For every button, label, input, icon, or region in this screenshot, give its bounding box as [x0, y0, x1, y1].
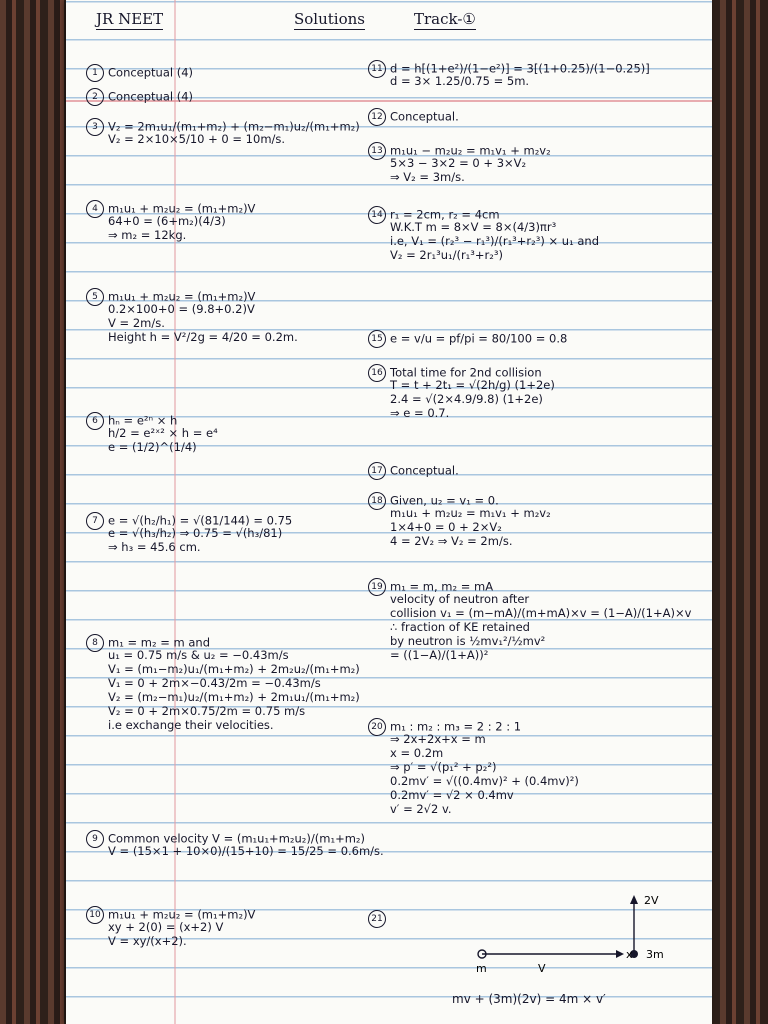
question-number-badge: 18: [368, 492, 386, 510]
solution-block-8: [86, 634, 360, 732]
solution-line: [368, 774, 579, 788]
solution-line: [86, 676, 360, 690]
solution-line: [368, 620, 691, 634]
solution-line: [368, 592, 691, 606]
solution-text: d = h[(1+e²)/(1−e²)] = 3[(1+0.25)/(1−0.25)]: [390, 61, 650, 76]
solution-text: i.e, V₁ = (r₂³ − r₁³)/(r₁³+r₂³) × u₁ and: [390, 234, 599, 248]
solution-text: Total time for 2nd collision: [390, 365, 542, 380]
solution-block-15: [368, 330, 567, 344]
solution-line: [368, 648, 691, 662]
solution-line: [368, 462, 459, 476]
solution-line: [368, 74, 650, 88]
solution-text: ⇒ V₂ = 3m/s.: [390, 170, 465, 184]
solution-line: [86, 648, 360, 662]
solution-text: Conceptual.: [390, 109, 459, 124]
solution-line: [368, 578, 691, 592]
question-number-badge: 3: [86, 118, 104, 136]
solution-line: [368, 156, 551, 170]
solution-line: [368, 60, 650, 74]
solution-text: V₂ = 0 + 2m×0.75/2m = 0.75 m/s: [108, 704, 306, 718]
header-center: Solutions: [294, 10, 365, 28]
solution-line: [86, 906, 255, 920]
solution-line: [368, 718, 579, 732]
solution-line: [368, 170, 551, 184]
solution-text: V₂ = 2m₁u₁/(m₁+m₂) + (m₂−m₁)u₂/(m₁+m₂): [108, 119, 360, 134]
solution-text: V = 2m/s.: [108, 316, 165, 330]
solution-line: [368, 760, 579, 774]
solution-text: e = (1/2)^(1/4): [108, 440, 197, 454]
solution-text: m₁u₁ + m₂u₂ = m₁v₁ + m₂v₂: [390, 506, 551, 520]
solution-line: [368, 248, 599, 262]
solution-line: [368, 802, 579, 816]
solution-text: V₂ = 2r₁³u₁/(r₁³+r₂³): [390, 248, 503, 262]
notebook-page: [66, 0, 712, 1024]
solution-line: [86, 88, 193, 102]
solution-block-21: [368, 910, 390, 924]
solution-block-13: [368, 142, 551, 184]
header-left: JR NEET: [96, 10, 164, 28]
solution-line: [86, 662, 360, 676]
solution-line: [86, 228, 255, 242]
solution-line: [368, 492, 551, 506]
question-number-badge: 20: [368, 718, 386, 736]
solution-text: d = 3× 1.25/0.75 = 5m.: [390, 74, 530, 88]
solution-block-20: [368, 718, 579, 816]
solution-line: [86, 64, 193, 78]
solution-line: [86, 934, 255, 948]
solution-text: 0.2×100+0 = (9.8+0.2)V: [108, 302, 255, 316]
solution-text: 64+0 = (6+m₂)(4/3): [108, 214, 226, 228]
solution-block-18: [368, 492, 551, 548]
solution-text: V₁ = 0 + 2m×−0.43/2m = −0.43m/s: [108, 676, 321, 690]
solution-block-7: [86, 512, 292, 554]
solution-text: m₁ = m, m₂ = mA: [390, 579, 494, 594]
solution-text: ∴ fraction of KE retained: [390, 620, 530, 634]
solution-text: m₁ = m₂ = m and: [108, 635, 211, 650]
solution-text: u₁ = 0.75 m/s & u₂ = −0.43m/s: [108, 648, 289, 662]
solution-line: [368, 520, 551, 534]
solution-line: [86, 512, 292, 526]
header-right: Track-①: [414, 10, 476, 28]
solution-text: velocity of neutron after: [390, 592, 530, 606]
solution-line: [86, 118, 360, 132]
solution-line: [368, 788, 579, 802]
solution-text: Common velocity V = (m₁u₁+m₂u₂)/(m₁+m₂): [108, 831, 366, 846]
solution-line: [368, 392, 555, 406]
solution-text: ⇒ h₃ = 45.6 cm.: [108, 540, 201, 554]
solution-text: m₁ : m₂ : m₃ = 2 : 2 : 1: [390, 719, 522, 734]
solution-line: [368, 206, 599, 220]
solution-line: [86, 704, 360, 718]
solution-line: [86, 634, 360, 648]
solution-line: [86, 718, 360, 732]
solution-text: Conceptual (4): [108, 65, 194, 80]
solution-line: [86, 200, 255, 214]
solution-line: [86, 690, 360, 704]
question-number-badge: 13: [368, 142, 386, 160]
label-x: x: [626, 948, 633, 961]
question-number-badge: 19: [368, 578, 386, 596]
question-number-badge: 17: [368, 462, 386, 480]
label-v: V: [538, 962, 546, 975]
solution-line: [86, 526, 292, 540]
solution-text: 0.2mv′ = √((0.4mv)² + (0.4mv)²): [390, 774, 579, 788]
solution-text: ⇒ p′ = √(p₁² + p₂²): [390, 760, 497, 774]
question-number-badge: 4: [86, 200, 104, 218]
solution-line: [86, 316, 298, 330]
question-number-badge: 14: [368, 206, 386, 224]
solution-block-10: [86, 906, 255, 948]
question-number-badge: 21: [368, 910, 386, 928]
solution-text: 4 = 2V₂ ⇒ V₂ = 2m/s.: [390, 534, 513, 548]
solution-line: [86, 214, 255, 228]
solution-line: [368, 330, 567, 344]
solution-text: v′ = 2√2 v.: [390, 802, 452, 816]
solution-line: [86, 844, 384, 858]
solution-text: h/2 = e²ˣ² × h = e⁴: [108, 426, 218, 440]
solution-text: m₁u₁ − m₂u₂ = m₁v₁ + m₂v₂: [390, 143, 551, 158]
solution-text: i.e exchange their velocities.: [108, 718, 274, 732]
solution-line: [86, 302, 298, 316]
collision-diagram: [466, 890, 696, 980]
y-arrow-head: [630, 895, 638, 904]
solution-text: xy + 2(0) = (x+2) V: [108, 920, 224, 934]
question-number-badge: 5: [86, 288, 104, 306]
solution-line: [86, 920, 255, 934]
solution-line: [368, 732, 579, 746]
solution-text: 0.2mv′ = √2 × 0.4mv: [390, 788, 514, 802]
solution-text: ⇒ e = 0.7.: [390, 406, 450, 420]
solution-text: V = xy/(x+2).: [108, 934, 187, 948]
solution-text: V = (15×1 + 10×0)/(15+10) = 15/25 = 0.6m/s.: [108, 844, 384, 858]
question-number-badge: 8: [86, 634, 104, 652]
solution-text: r₁ = 2cm, r₂ = 4cm: [390, 207, 500, 222]
solution-block-5: [86, 288, 298, 344]
question-number-badge: 9: [86, 830, 104, 848]
solution-block-17: [368, 462, 459, 476]
solution-text: m₁u₁ + m₂u₂ = (m₁+m₂)V: [108, 289, 256, 304]
solution-text: V₁ = (m₁−m₂)u₁/(m₁+m₂) + 2m₂u₂/(m₁+m₂): [108, 662, 360, 676]
question-number-badge: 1: [86, 64, 104, 82]
label-3m: 3m: [646, 948, 664, 961]
solution-line: [368, 634, 691, 648]
x-arrow-head: [616, 950, 624, 958]
solution-text: T = t + 2t₁ = √(2h/g) (1+2e): [390, 378, 555, 392]
solution-text: Conceptual.: [390, 463, 459, 478]
solution-line: [368, 364, 555, 378]
solution-block-19: [368, 578, 691, 662]
solution-text: Given, u₂ = v₁ = 0.: [390, 493, 499, 508]
solution-line: [368, 534, 551, 548]
question-number-badge: 6: [86, 412, 104, 430]
question-number-badge: 15: [368, 330, 386, 348]
solution-text: by neutron is ½mv₁²/½mv²: [390, 634, 546, 648]
solution-block-4: [86, 200, 255, 242]
solution-block-16: [368, 364, 555, 420]
solution-block-9: [86, 830, 384, 858]
solution-text: W.K.T m = 8×V = 8×(4/3)πr³: [390, 220, 557, 234]
solution-line: [368, 108, 459, 122]
solution-block-14: [368, 206, 599, 262]
diagram-equation: mv + (3m)(2v) = 4m × v′: [452, 992, 606, 1006]
solution-line: [368, 142, 551, 156]
solution-block-3: [86, 118, 360, 146]
question-number-badge: 16: [368, 364, 386, 382]
label-m: m: [476, 962, 487, 975]
solution-text: ⇒ 2x+2x+x = m: [390, 732, 486, 746]
solution-line: [368, 220, 599, 234]
solution-text: hₙ = e²ⁿ × h: [108, 413, 178, 428]
solution-line: [86, 288, 298, 302]
solution-text: 1×4+0 = 0 + 2×V₂: [390, 520, 502, 534]
solution-block-6: [86, 412, 218, 454]
solution-line: [368, 910, 390, 924]
solution-text: e = √(h₂/h₁) = √(81/144) = 0.75: [108, 513, 293, 528]
solution-text: ⇒ m₂ = 12kg.: [108, 228, 187, 242]
solution-line: [86, 132, 360, 146]
solution-line: [86, 440, 218, 454]
solution-line: [86, 540, 292, 554]
solution-text: e = √(h₃/h₂) ⇒ 0.75 = √(h₃/81): [108, 526, 283, 540]
solution-line: [368, 378, 555, 392]
solution-text: 5×3 − 3×2 = 0 + 3×V₂: [390, 156, 527, 170]
solution-text: = ((1−A)/(1+A))²: [390, 648, 489, 662]
solution-line: [368, 606, 691, 620]
solution-line: [368, 506, 551, 520]
solution-line: [86, 330, 298, 344]
solution-text: 2.4 = √(2×4.9/9.8) (1+2e): [390, 392, 543, 406]
solution-line: [368, 746, 579, 760]
question-number-badge: 2: [86, 88, 104, 106]
solution-line: [368, 406, 555, 420]
solution-text: m₁u₁ + m₂u₂ = (m₁+m₂)V: [108, 907, 256, 922]
solution-text: m₁u₁ + m₂u₂ = (m₁+m₂)V: [108, 201, 256, 216]
solution-text: Conceptual (4): [108, 89, 194, 104]
solution-block-2: [86, 88, 193, 102]
solution-text: V₂ = (m₂−m₁)u₂/(m₁+m₂) + 2m₁u₁/(m₁+m₂): [108, 690, 360, 704]
solution-block-12: [368, 108, 459, 122]
label-2v: 2V: [644, 894, 659, 907]
solution-block-1: [86, 64, 193, 78]
solution-line: [86, 426, 218, 440]
solution-text: e = v/u = pf/pi = 80/100 = 0.8: [390, 331, 568, 346]
solution-line: [368, 234, 599, 248]
solution-line: [86, 412, 218, 426]
question-number-badge: 11: [368, 60, 386, 78]
question-number-badge: 7: [86, 512, 104, 530]
solution-line: [86, 830, 384, 844]
question-number-badge: 12: [368, 108, 386, 126]
question-number-badge: 10: [86, 906, 104, 924]
solution-text: Height h = V²/2g = 4/20 = 0.2m.: [108, 330, 298, 344]
solution-text: V₂ = 2×10×5/10 + 0 = 10m/s.: [108, 132, 286, 146]
solution-text: x = 0.2m: [390, 746, 444, 760]
solution-text: collision v₁ = (m−mA)/(m+mA)×v = (1−A)/(1+A)×v: [390, 606, 692, 620]
solution-block-11: [368, 60, 650, 88]
